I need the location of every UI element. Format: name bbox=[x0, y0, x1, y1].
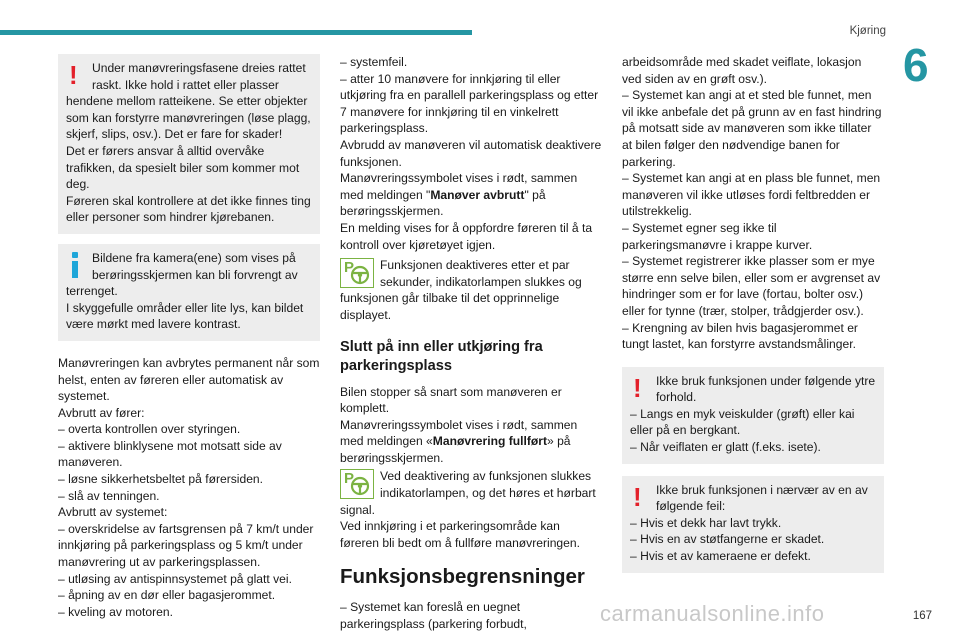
indicator-text: Funksjonen deaktiveres etter et par sekunder, indikatorlampen slukkes og funksjonen går tilbake til det opprinnelige displayet. bbox=[340, 258, 582, 322]
body-text: Manøvreringen kan avbrytes permanent når som helst, enten av føreren eller automatisk av systemet. Avbrutt av fører: – overta kontrollen over styringen. – aktivere blinklysene mot motsatt side av manøveren. – løsne sikkerhetsbeltet på førersiden. – slå av tenningen. Avbrutt av systemet: – overskridelse av fartsgrensen på 7 km/t under innkjøring på parkeringsplass og 5 km/t under manøvrering ut av parkeringsplassen. – utløsing av antispinnsystemet på glatt vei. – åpning av en dør eller bagasjerommet. – kveling av motoren. bbox=[58, 355, 320, 619]
body-text: Bilen stopper så snart som manøveren er komplett. Manøvreringssymbolet vises i rødt, sammen med meldingen «Manøvrering fullført» på berøringsskjermen. bbox=[340, 384, 578, 465]
watermark: carmanualsonline.info bbox=[600, 601, 825, 626]
chapter-number: 6 bbox=[903, 39, 929, 91]
section-title: Kjøring bbox=[849, 25, 886, 37]
warning-lead-text: Ikke bruk funksjonen i nærvær av en av følgende feil: bbox=[656, 482, 868, 514]
warning-exclamation-icon: ! bbox=[69, 60, 78, 90]
warning-text: – Langs en myk veiskulder (grøft) eller kai eller på en bergkant. – Når veiflaten er glatt (f.eks. isete). bbox=[630, 406, 855, 455]
section-heading: Slutt på inn eller utkjøring fra parkeringsplass bbox=[340, 338, 543, 374]
column-middle bbox=[340, 54, 602, 633]
info-box bbox=[58, 244, 320, 341]
indicator-paragraph bbox=[340, 257, 602, 323]
message-text: Manøver avbrutt bbox=[430, 187, 525, 202]
indicator-paragraph bbox=[340, 468, 602, 518]
main-heading: Funksjonsbegrensninger bbox=[340, 565, 585, 589]
info-text: terrenget. I skyggefulle områder eller lite lys, kan bildet være mørkt med lavere kontrast. bbox=[66, 284, 304, 332]
indicator-text: Ved deaktivering av funksjonen slukkes indikatorlampen, og det høres et hørbart signal. bbox=[340, 469, 596, 517]
park-assist-indicator-icon: P bbox=[340, 469, 374, 499]
info-lead-text: Bildene fra kamera(ene) som vises på berøringsskjermen kan bli forvrengt av bbox=[92, 250, 298, 282]
page-number: 167 bbox=[912, 610, 932, 622]
warning-exclamation-icon: ! bbox=[633, 372, 642, 403]
header-accent-bar bbox=[0, 30, 472, 35]
column-left bbox=[58, 54, 320, 620]
warning-exclamation-icon: ! bbox=[633, 481, 642, 512]
warning-text: hendene mellom ratteikene. Se etter objekter som kan forstyrre manøvreringen (løse plagg, skjerf, slips, osv.). Det er fare for skader! Det er førers ansvar å alltid overvåke trafikken, da spesielt biler som kommer mot deg. Føreren skal kontrollere at det ikke finnes ting eller personer som hindrer kjørebanen. bbox=[66, 94, 311, 225]
warning-lead-text: Under manøvreringsfasene dreies rattet raskt. Ikke hold i rattet eller plasser bbox=[92, 61, 306, 92]
body-text: – systemfeil. – atter 10 manøvere for innkjøring til eller utkjøring fra en parallell parkeringsplass og etter 7 manøvere for innkjøring til en vinkelrett parkeringsplass. Avbrudd av manøveren vil automatisk deaktivere funksjonen. Manøvreringssymbolet vises i rødt, sammen med meldingen "Manøver avbrutt" på berøringsskjermen. En melding vises for å oppfordre føreren til å ta kontroll over kjøretøyet igjen. bbox=[340, 55, 602, 252]
warning-box bbox=[622, 367, 884, 464]
warning-lead-text: Ikke bruk funksjonen under følgende ytre forhold. bbox=[656, 373, 876, 405]
park-assist-indicator-icon: P bbox=[340, 258, 374, 288]
info-icon bbox=[70, 252, 80, 280]
column-right bbox=[622, 54, 884, 583]
warning-text: – Hvis et dekk har lavt trykk. – Hvis en av støtfangerne er skadet. – Hvis et av kameraene er defekt. bbox=[630, 515, 825, 564]
message-text: Manøvrering fullført bbox=[432, 434, 547, 449]
warning-box bbox=[58, 54, 320, 234]
body-text: arbeidsområde med skadet veiflate, lokasjon ved siden av en grøft osv.). – Systemet kan angi at et sted ble funnet, men vil ikke anbefale det på grunn av en fast hindring på motsatt side av manøveren som ikke tillater at bilen følger den nødvendige banen for parkering. – Systemet kan angi at en plass ble funnet, men manøveren vil ikke utløses fordi feltbredden er utilstrekkelig. – Systemet egner seg ikke til parkeringsmanøvre i krappe kurver. – Systemet registrerer ikke plasser som er mye større enn selve bilen, eller som er avgrenset av hindringer som er for lave (fortau, bolter osv.) eller for tynne (trær, stolper, trådgjerder osv.). – Krengning av bilen hvis bagasjerommet er tungt lastet, kan forstyrre avstandsmålinger. bbox=[622, 55, 882, 352]
body-text: Ved innkjøring i et parkeringsområde kan føreren bli bedt om å fullføre manøvreringen. bbox=[340, 519, 580, 550]
body-text: – Systemet kan foreslå en uegnet parkeringsplass (parkering forbudt, bbox=[340, 600, 527, 632]
warning-box bbox=[622, 476, 884, 573]
